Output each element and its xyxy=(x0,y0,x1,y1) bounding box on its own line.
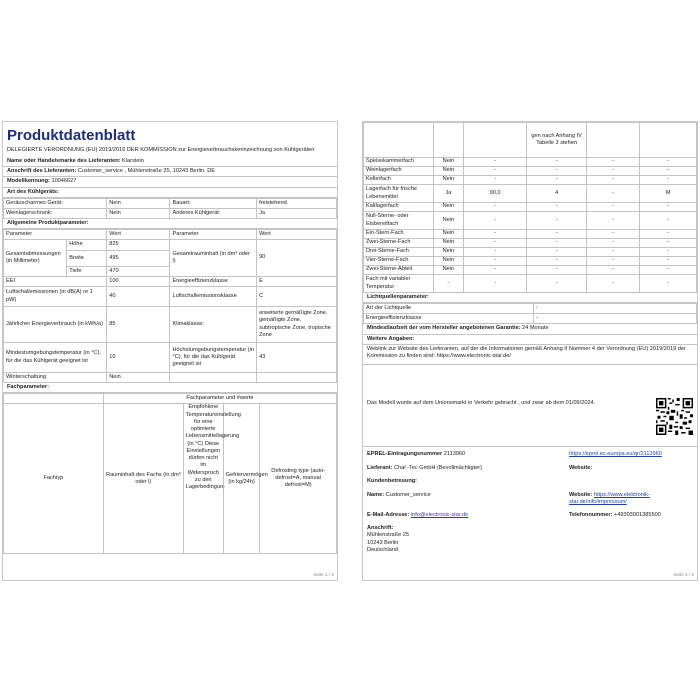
warranty-label: Mindestlaufzeit der vom Hersteller angebotenen Garantie: xyxy=(367,325,521,332)
type-cell: freistehend xyxy=(257,198,337,208)
light-table xyxy=(363,303,697,324)
compartment-value: Nein xyxy=(433,203,463,212)
compartment-value: Nein xyxy=(433,167,463,176)
light-value: - xyxy=(533,304,696,314)
market-text: Das Modell wurde auf dem Unionsmarkt in Verkehr gebracht , und zwar ab dem 01/09/2024. xyxy=(367,400,596,406)
model-label: Modellkennung: xyxy=(7,178,50,185)
supplier-value: Chal -Tec GmbH (Bevollmächtigter) xyxy=(394,465,483,471)
type-table xyxy=(3,198,337,219)
compartment-value: - xyxy=(587,275,640,293)
compartment-value: Nein xyxy=(433,158,463,167)
type-cell: Geräuscharmes Gerät: xyxy=(4,198,107,208)
more-link[interactable]: https://www.electronic-star.de/ xyxy=(436,353,511,360)
compartment-row xyxy=(364,212,697,230)
compartment-name: Speisekammerfach xyxy=(364,158,434,167)
compartment-value: Nein xyxy=(433,239,463,248)
compartment-value: - xyxy=(527,212,587,230)
mintemp-value: 10 xyxy=(107,343,170,373)
compartment-name: Null-Sterne- oder Eisbereitfach xyxy=(364,212,434,230)
type-cell: Anderes Kühlgerät: xyxy=(170,208,257,218)
phone-value: +49303001385500 xyxy=(613,512,661,518)
compartment-name: Weinlagerfach xyxy=(364,167,434,176)
dim-name: Breite xyxy=(67,251,107,267)
maxtemp-value: 43 xyxy=(257,343,337,373)
compartment-value: - xyxy=(527,248,587,257)
compartment-value: Nein xyxy=(433,248,463,257)
compartment-value: - xyxy=(587,266,640,275)
compartment-value: - xyxy=(463,248,526,257)
document-title: Produktdatenblatt xyxy=(7,127,136,144)
address-line: Deutschland xyxy=(367,546,399,553)
climate-value: erweiterte gemäßigte Zone, gemäßigte Zone, subtropische Zone, tropische Zone xyxy=(257,307,337,343)
compartment-value: - xyxy=(587,248,640,257)
compartment-value: - xyxy=(463,158,526,167)
compartment-value: - xyxy=(640,248,697,257)
winter-value: Nein xyxy=(107,373,170,383)
fach-header: Fachparameter: xyxy=(3,383,337,393)
compartment-name: Fach mit variabler Temperatur xyxy=(364,275,434,293)
param-head: Wert xyxy=(107,230,170,240)
col-freeze-header: Gefriervermögen (in kg/24h) xyxy=(223,404,260,554)
compartment-value: Nein xyxy=(433,266,463,275)
param-head: Parameter xyxy=(170,230,257,240)
climate-label: Klimaklasse: xyxy=(170,307,257,343)
compartment-value: - xyxy=(587,239,640,248)
eprel-value: 2113960 xyxy=(443,451,466,457)
compartment-value: - xyxy=(640,239,697,248)
warranty-value: 24 Monate xyxy=(522,325,549,332)
fach-subheader: Fachparameter und #werte xyxy=(103,394,336,404)
compartment-value: - xyxy=(463,176,526,185)
compartment-value: - xyxy=(463,167,526,176)
compartment-value: - xyxy=(587,203,640,212)
eprel-label: EPREL-Eintragungsnummer xyxy=(367,451,443,457)
general-table xyxy=(3,229,337,383)
col-volume-header: Rauminhalt des Fachs (in dm³ oder l) xyxy=(103,404,183,554)
light-label: Energieeffizienzklasse xyxy=(364,314,534,324)
compartment-row xyxy=(364,257,697,266)
compartment-value: - xyxy=(463,275,526,293)
dims-label: Gesamtabmessungen (in Millimeter) xyxy=(4,240,67,277)
eprel-link[interactable]: https://eprel.ec.europa.eu/qr/2113960 xyxy=(569,451,662,457)
web2-label: Website: xyxy=(569,492,593,498)
compartment-name: Kaltlagerfach xyxy=(364,203,434,212)
type-cell: Ja xyxy=(257,208,337,218)
compartment-value: - xyxy=(527,176,587,185)
compartment-value: - xyxy=(587,185,640,203)
compartment-value: - xyxy=(640,203,697,212)
compartment-name: Ein-Stern-Fach xyxy=(364,230,434,239)
compartment-value: - xyxy=(527,158,587,167)
compartment-value: - xyxy=(527,203,587,212)
page-number: Seite 2 / 2 xyxy=(673,572,694,578)
eei-label: EEI xyxy=(4,277,107,287)
energy-value: 85 xyxy=(107,307,170,343)
compartment-value: - xyxy=(587,167,640,176)
light-label: Art der Lichtquelle xyxy=(364,304,534,314)
email-label: E-Mail-Adresse: xyxy=(367,512,410,518)
compartment-value: - xyxy=(527,167,587,176)
compartment-value: 90,0 xyxy=(463,185,526,203)
compartment-value: - xyxy=(640,230,697,239)
compartment-value: - xyxy=(433,275,463,293)
compartment-value: Nein xyxy=(433,257,463,266)
compartment-value: - xyxy=(463,203,526,212)
compartment-name: Zwei-Sterne-Abteil xyxy=(364,266,434,275)
compartment-value: Nein xyxy=(433,230,463,239)
dim-value: 825 xyxy=(107,240,170,251)
page-number: Seite 1 / 2 xyxy=(313,572,334,578)
more-header: Weitere Angaben: xyxy=(363,335,697,345)
compartment-value: Nein xyxy=(433,212,463,230)
compartment-row xyxy=(364,239,697,248)
energy-label: Jährlicher Energieverbrauch (in kWh/a) xyxy=(4,307,107,343)
compartment-value: - xyxy=(527,275,587,293)
supplier-label: Lieferant: xyxy=(367,465,393,471)
address-line: 10243 Berlin xyxy=(367,539,399,546)
service-header: Kundenbetreuung: xyxy=(367,478,418,484)
page-2 xyxy=(362,121,698,581)
compartment-value: - xyxy=(463,257,526,266)
compartment-row xyxy=(364,158,697,167)
eeclass-label: Energieeffizienzklasse xyxy=(170,277,257,287)
name-label: Name: xyxy=(367,492,385,498)
compartment-value: - xyxy=(587,158,640,167)
qr-code xyxy=(656,398,693,435)
compartment-value: - xyxy=(640,266,697,275)
address-label: Anschrift des Lieferanten: xyxy=(7,168,77,175)
compartment-value: 4 xyxy=(527,185,587,203)
eei-value: 100 xyxy=(107,277,170,287)
compartment-name: Zwei-Sterne-Fach xyxy=(364,239,434,248)
winter-label: Winterschaltung xyxy=(4,373,107,383)
fach-table xyxy=(3,393,337,554)
compartment-value: - xyxy=(527,266,587,275)
dim-value: 470 xyxy=(107,267,170,277)
type-cell: Bauart: xyxy=(170,198,257,208)
compartment-value: - xyxy=(587,212,640,230)
col-defrost-header: Defrosting type (auto-defrost=A, manual defrost=M) xyxy=(260,404,337,554)
dim-value: 495 xyxy=(107,251,170,267)
type-cell: Nein xyxy=(107,208,170,218)
compartment-row xyxy=(364,230,697,239)
compartment-value: - xyxy=(463,230,526,239)
compartment-row xyxy=(364,185,697,203)
address-header: Anschrift: xyxy=(367,525,394,531)
name-value: Customer_service xyxy=(385,492,431,498)
compartment-row xyxy=(364,167,697,176)
maxtemp-label: Höchstumgebungstemperatur (in °C), für die das Kühlgerät geeignet ist xyxy=(170,343,257,373)
model-value: 10046627 xyxy=(51,178,77,185)
light-value: - xyxy=(533,314,696,324)
compartment-value: M xyxy=(640,185,697,203)
phone-label: Telefonnummer: xyxy=(569,512,613,518)
regulation-text: DELEGIERTE VERORDNUNG (EU) 2019/2016 DER KOMMISSION zur Energieverbrauchskennzeichnung von Kühlgeräten xyxy=(7,146,315,153)
more-text: Weblink zur Website des Lieferanten, auf der die Informationen gemäß Anhang II Nummer 4 der Verordnung (EU) 2019/2019 der Kommission zu finden sind: xyxy=(367,345,686,360)
email-link[interactable]: info@electronic-star.de xyxy=(410,512,469,518)
compartment-value: - xyxy=(640,257,697,266)
compartment-value: - xyxy=(527,257,587,266)
compartment-name: Drei-Sterne-Fach xyxy=(364,248,434,257)
param-head: Wert xyxy=(257,230,337,240)
compartment-value: Nein xyxy=(433,176,463,185)
page-1 xyxy=(2,121,338,581)
noise-value: 40 xyxy=(107,287,170,307)
noiseclass-label: Luftschallemissionsklasse xyxy=(170,287,257,307)
brand-label: Name oder Handelsmarke des Lieferanten: xyxy=(7,157,121,164)
compartment-value: - xyxy=(640,158,697,167)
address-value: Customer_service , Mühlenstraße 25, 10243 Berlin, DE xyxy=(77,168,216,175)
compartment-name: Kellerfach xyxy=(364,176,434,185)
compartment-value: - xyxy=(527,230,587,239)
website-label: Website: xyxy=(569,465,593,471)
compartment-value: - xyxy=(640,167,697,176)
noise-label: Luftschallemissionen (in dB(A) re 1 pW) xyxy=(4,287,107,307)
compartment-row xyxy=(364,203,697,212)
eeclass-value: E xyxy=(257,277,337,287)
brand-value: Klarstein xyxy=(122,157,144,164)
light-header: Lichtquellenparameter: xyxy=(363,293,697,303)
web2-link[interactable]: https://www.elektronik-star.de/info/impressum/ xyxy=(569,492,650,506)
compartment-row xyxy=(364,248,697,257)
type-cell: Weinlagerschrank: xyxy=(4,208,107,218)
compartment-value: - xyxy=(463,266,526,275)
compartment-value: - xyxy=(640,176,697,185)
compartment-row xyxy=(364,266,697,275)
compartment-value: - xyxy=(463,212,526,230)
dim-name: Höhe xyxy=(67,240,107,251)
compartment-name: Vier-Sterne-Fach xyxy=(364,257,434,266)
compartment-value: Ja xyxy=(433,185,463,203)
compartment-table xyxy=(363,122,697,293)
compartment-value: - xyxy=(640,212,697,230)
fachtyp-header: Fachtyp xyxy=(4,404,104,554)
col-temp-header: Empfohlene Temperatureinstellung für eine optimierte Lebensmittellagerung (in °C) Diese Einstellungen dürfen nicht im Widerspruch zu den Lagerbedingun- xyxy=(183,404,223,554)
mintemp-label: Mindestumgebungstemperatur (in °C), für die das Kühlgerät geeignet ist xyxy=(4,343,107,373)
compartment-row xyxy=(364,275,697,293)
dim-name: Tiefe xyxy=(67,267,107,277)
type-cell: Nein xyxy=(107,198,170,208)
param-head: Parameter xyxy=(4,230,107,240)
compartment-value: - xyxy=(587,257,640,266)
volume-label: Gesamtrauminhalt (in dm³ oder l) xyxy=(170,240,257,277)
noiseclass-value: C xyxy=(257,287,337,307)
volume-value: 90 xyxy=(257,240,337,277)
compartment-row xyxy=(364,176,697,185)
compartment-value: - xyxy=(640,275,697,293)
header-fragment: gen nach Anhang IV Tabelle 3 stehen xyxy=(527,123,587,158)
compartment-value: - xyxy=(587,176,640,185)
compartment-value: - xyxy=(463,239,526,248)
compartment-value: - xyxy=(527,239,587,248)
type-header: Art des Kühlgeräts: xyxy=(3,188,337,198)
compartment-name: Lagerfach für frische Lebensmittel xyxy=(364,185,434,203)
address-line: Mühlenstraße 25 xyxy=(367,532,409,539)
compartment-value: - xyxy=(587,230,640,239)
general-header: Allgemeine Produktparameter: xyxy=(3,219,337,229)
